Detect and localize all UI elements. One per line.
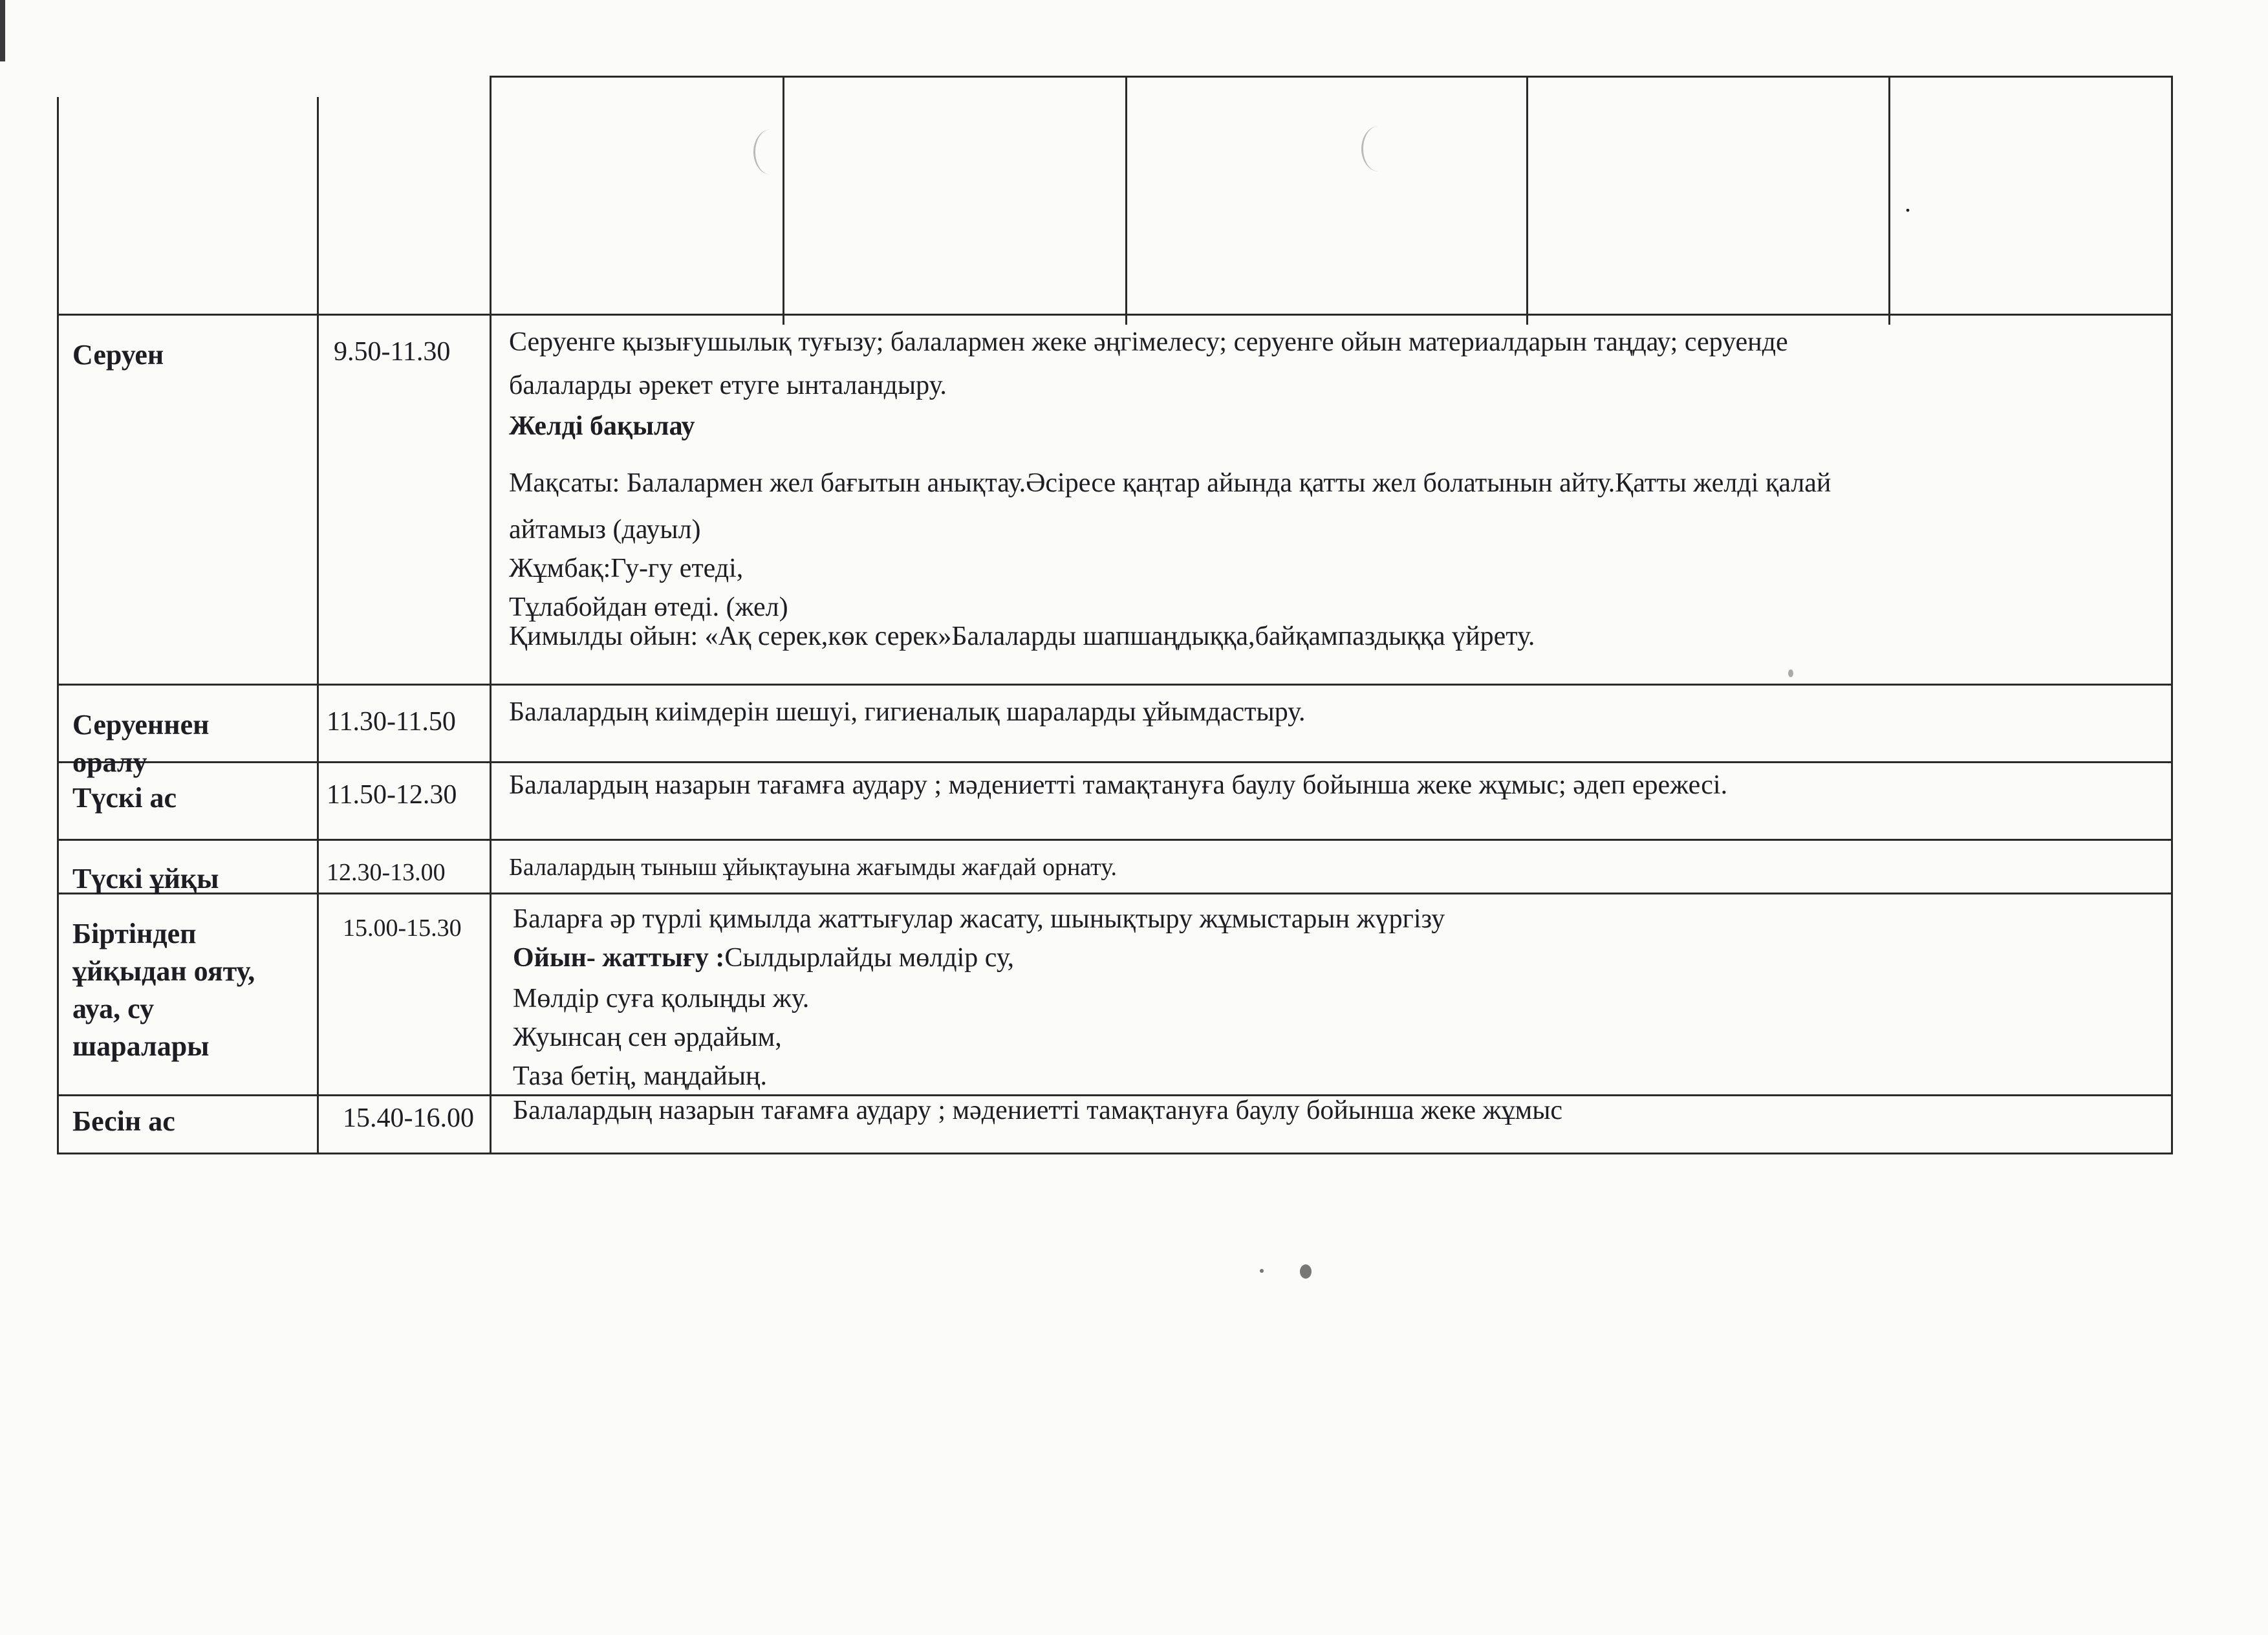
scan-artifact-arc: [753, 129, 788, 175]
row-time: 11.30-11.50: [327, 707, 456, 737]
row-label: Серуеннен: [72, 709, 210, 741]
top-divider-b: [1125, 76, 1127, 325]
row-content-line: Мақсаты: Балалармен жел бағытын анықтау.Әсіресе қаңтар айында қатты жел болатынын айту.Қатты желді қалай: [509, 468, 1831, 498]
row-label: Біртіндеп: [72, 918, 197, 949]
col-divider-3: [490, 76, 491, 1154]
top-divider-d: [1888, 76, 1890, 325]
row-content-line: Баларға әр түрлі қимылда жаттығулар жасату, шынықтыру жұмыстарын жүргізу: [513, 904, 1445, 934]
row-content-line: Балалардың киімдерін шешуі, гигиеналық шараларды ұйымдастыру.: [509, 697, 1306, 727]
row-content-line: Мөлдір суға қолыңды жу.: [513, 984, 810, 1013]
row-content-line: Серуенге қызығушылық туғызу; балалармен жеке әңгімелесу; серуенге ойын материалдарын таңдау; серуенде: [509, 327, 1788, 357]
top-divider-a: [783, 76, 784, 325]
row-border-1: [57, 314, 2173, 316]
stray-mark: .: [1905, 188, 1911, 217]
row-label: ауа, су: [72, 993, 155, 1024]
table-bottom-border: [57, 1153, 2173, 1154]
row-time: 12.30-13.00: [327, 859, 446, 886]
row-content-line: Тұлабойдан өтеді. (жел): [509, 592, 788, 622]
row-content-line: Таза бетің, маңдайың.: [513, 1061, 768, 1091]
row-border-2: [57, 684, 2173, 686]
row-time: 11.50-12.30: [327, 780, 457, 810]
scan-edge: [0, 0, 5, 61]
paper-speck: [1300, 1264, 1312, 1279]
paper-speck: [1788, 669, 1793, 677]
row-border-3: [57, 761, 2173, 763]
exercise-label: Ойын- жаттығу :: [513, 943, 725, 973]
row-border-5: [57, 893, 2173, 894]
row-time: 9.50-11.30: [334, 337, 451, 367]
table-top-border: [490, 76, 2171, 78]
scan-artifact-arc: [1361, 126, 1396, 171]
row-content-line: Жуынсаң сен әрдайым,: [513, 1023, 782, 1052]
exercise-text: Сылдырлайды мөлдір су,: [724, 943, 1015, 973]
row-content-line: Балалардың назарын тағамға аудару ; мәдениетті тамақтануға баулу бойынша жеке жұмыс; әдеп ережесі.: [509, 770, 1728, 800]
col-divider-1: [57, 97, 59, 1154]
row-content-line: айтамыз (дауыл): [509, 515, 701, 545]
row-label: шаралары: [72, 1030, 210, 1062]
row-label: ұйқыдан ояту,: [72, 955, 255, 987]
row-content-line: балаларды әрекет етуге ынталандыру.: [509, 371, 947, 400]
row-content-line: Қимылды ойын: «Ақ серек,көк серек»Балаларды шапшаңдыққа,байқампаздыққа үйрету.: [509, 622, 1535, 651]
row-label: Түскі ас: [72, 782, 177, 814]
row-time: 15.40-16.00: [343, 1103, 474, 1133]
top-divider-c: [1526, 76, 1528, 325]
table-right-border: [2171, 76, 2173, 1154]
row-content-line: Жұмбақ:Гу-гу етеді,: [509, 554, 744, 583]
row-time: 15.00-15.30: [343, 915, 462, 942]
row-content-heading: Желді бақылау: [509, 411, 695, 441]
row-label: Бесін ас: [72, 1105, 175, 1137]
row-content-line: Балалардың тыныш ұйықтауына жағымды жағдай орнату.: [509, 854, 1117, 881]
col-divider-2: [317, 97, 319, 1154]
row-label: Түскі ұйқы: [72, 863, 219, 894]
paper-speck: [1260, 1269, 1264, 1273]
row-label: оралу: [72, 746, 147, 778]
row-content-line: [513, 939, 1014, 977]
row-border-4: [57, 839, 2173, 841]
row-label: Серуен: [72, 339, 164, 371]
row-content-line: Балалардың назарын тағамға аудару ; мәдениетті тамақтануға баулу бойынша жеке жұмыс: [513, 1096, 1563, 1125]
